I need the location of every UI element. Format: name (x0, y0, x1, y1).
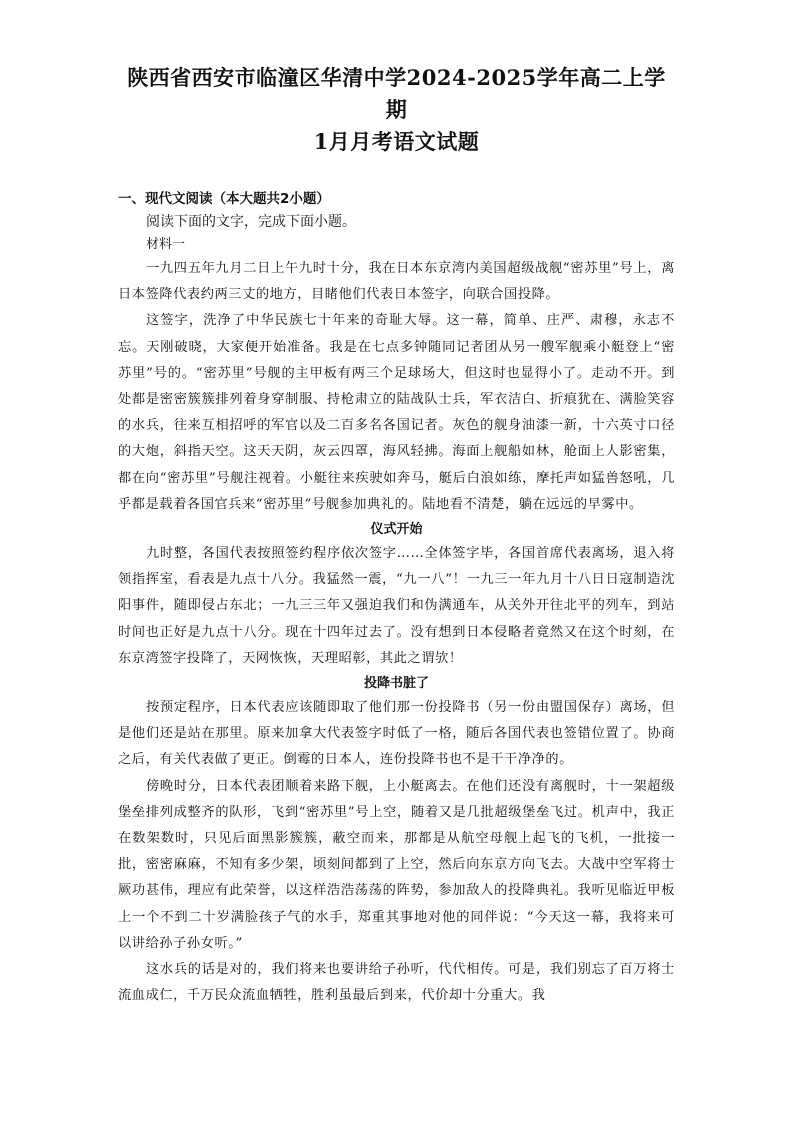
paragraph: 九时整，各国代表按照签约程序依次签字……全体签字毕，各国首席代表离场，退入将领指挥室，看表是九点十八分。我猛然一震，“九一八”！一九三一年九月十八日日寇制造沈阳事件，随即侵占东北；一九三三年又强迫我们和伪满通车，从关外开往北平的列车，到站时间也正好是九点十八分。现在十四年过去了。没有想到日本侵略者竟然又在这个时刻，在东京湾签字投降了，天网恢恢，天理昭彰，其此之谓欤！ (118, 546, 675, 666)
section-heading: 一、现代文阅读（本大题共2小题） (118, 191, 330, 207)
subheading-surrender-document: 投降书脏了 (363, 676, 429, 692)
subheading-ceremony-begins: 仪式开始 (370, 522, 423, 538)
page-title-line-1: 陕西省西安市临潼区华清中学2024-2025学年高二上学期 (127, 65, 666, 122)
paragraph: 按预定程序，日本代表应该随即取了他们那一份投降书（另一份由盟国保存）离场，但是他们还是站在那里。原来加拿大代表签字时低了一格，随后各国代表也签错位置了。协商之后，有关代表做了更正。倒霉的日本人，连份投降书也不是干干净净的。 (118, 700, 675, 768)
paragraph: 一九四五年九月二日上午九时十分，我在日本东京湾内美国超级战舰“密苏里”号上，离日本签降代表约两三丈的地方，目睹他们代表日本签字，向联合国投降。 (118, 261, 675, 303)
material-label: 材料一 (146, 237, 186, 252)
paragraph: 这签字，洗净了中华民族七十年来的奇耻大辱。这一幕，简单、庄严、肃穆，永志不忘。天刚破晓，大家便开始准备。我是在七点多钟随同记者团从另一艘军舰乘小艇登上“密苏里”号的。“密苏里”号舰的主甲板有两三个足球场大，但这时也显得小了。走动不开。到处都是密密簇簇排列着身穿制服、持枪肃立的陆战队士兵，军衣洁白、折痕犹在、满脸笑容的水兵，往来互相招呼的军官以及二百多名各国记者。灰色的舰身油漆一新，十六英寸口径的大炮，斜指天空。这天天阴，灰云四罩，海风轻拂。海面上舰船如林，舱面上人影密集，都在向“密苏里”号舰注视着。小艇往来疾驶如奔马，艇后白浪如练，摩托声如猛兽怒吼，几乎都是载着各国官兵来“密苏里”号舰参加典礼的。陆地看不清楚，躺在远远的早雾中。 (118, 313, 675, 512)
reading-instruction: 阅读下面的文字，完成下面小题。 (146, 214, 356, 230)
paragraph: 傍晚时分，日本代表团顺着来路下舰，上小艇离去。在他们还没有离舰时，十一架超级堡垒排列成整齐的队形，飞到“密苏里”号上空，随着又是几批超级堡垒飞过。机声中，我正在数架数时，只见后面黑影簇簇，蔽空而来，那都是从航空母舰上起飞的飞机，一批接一批，密密麻麻，不知有多少架，顷刻间都到了上空，然后向东京方向飞去。大战中空军将士厥功甚伟，理应有此荣誉，以这样浩浩荡荡的阵势，参加敌人的投降典礼。我听见临近甲板上一个不到二十岁满脸孩子气的水手，郑重其事地对他的同伴说：“今天这一幕，我将来可以讲给孙子孙女听。” (118, 778, 675, 951)
paragraph: 这水兵的话是对的，我们将来也要讲给子孙听，代代相传。可是，我们别忘了百万将士流血成仁，千万民众流血牺牲，胜利虽最后到来，代价却十分重大。我 (118, 962, 675, 1004)
page-title-line-2: 1月月考语文试题 (313, 129, 480, 154)
